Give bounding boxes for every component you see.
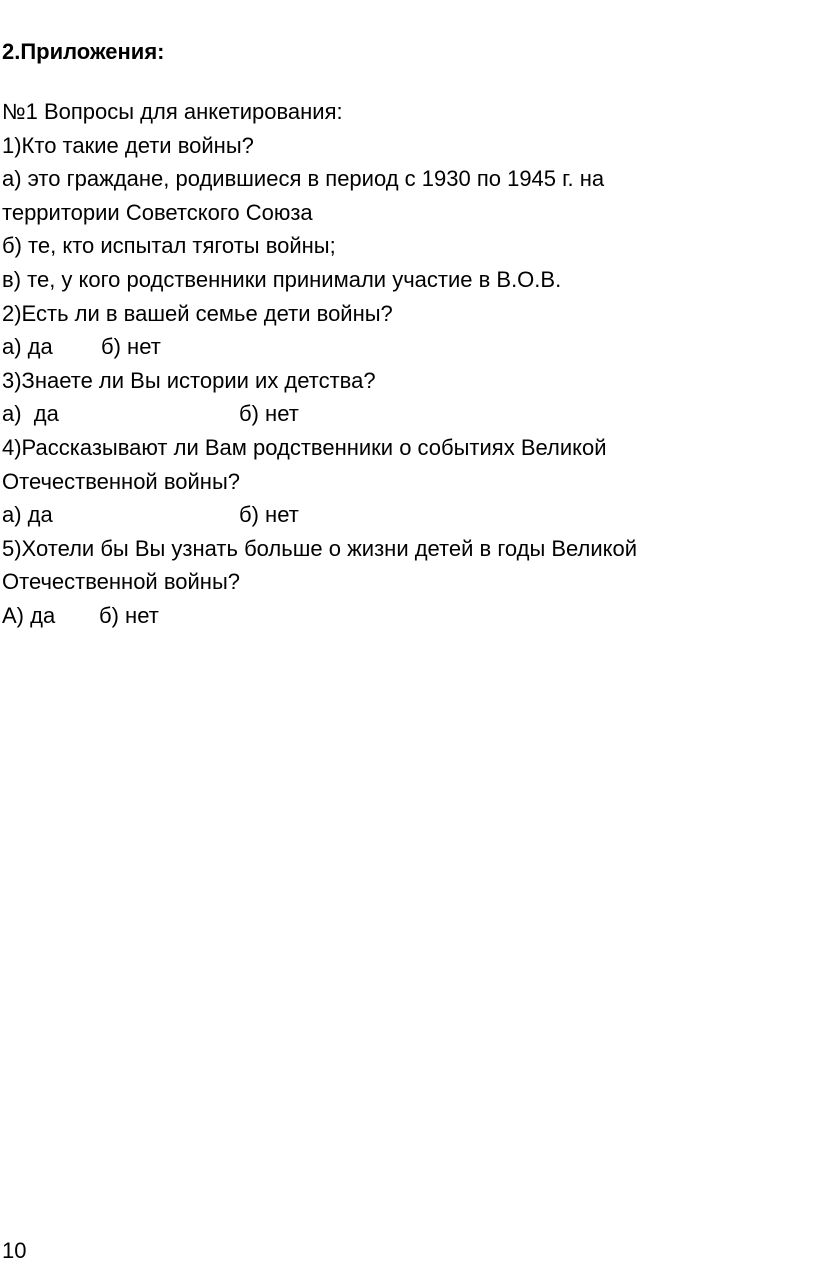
question-2-option-b: б) нет: [101, 334, 161, 360]
question-1-option-b: б) те, кто испытал тяготы войны;: [2, 233, 336, 259]
question-2: 2)Есть ли в вашей семье дети войны?: [2, 300, 393, 326]
question-5-options: [2, 599, 802, 633]
question-4-options: [2, 498, 802, 532]
question-1: 1)Кто такие дети войны?: [2, 132, 254, 158]
question-5-option-b: б) нет: [99, 602, 159, 628]
question-2-option-a: а) да: [2, 334, 53, 360]
question-2-options: [2, 330, 802, 364]
question-3-option-b: б) нет: [239, 401, 299, 427]
section-heading: 2.Приложения:: [2, 39, 165, 64]
question-3-option-a: а) да: [2, 401, 59, 427]
question-5-line1: 5)Хотели бы Вы узнать больше о жизни детей в годы Великой: [2, 535, 638, 561]
question-1-option-a-line2: территории Советского Союза: [2, 199, 313, 225]
question-4-option-a: а) да: [2, 502, 53, 528]
question-1-option-c: в) те, у кого родственники принимали участие в В.О.В.: [2, 266, 562, 292]
question-4-line2: Отечественной войны?: [2, 468, 240, 494]
question-3-options: [2, 397, 802, 431]
questionnaire: [2, 95, 802, 633]
question-5-option-a: А) да: [2, 602, 56, 628]
questionnaire-title: №1 Вопросы для анкетирования:: [2, 99, 343, 124]
page-number: 10: [2, 1238, 27, 1263]
question-4-line1: 4)Рассказывают ли Вам родственники о событиях Великой: [2, 434, 607, 460]
question-1-option-a-line1: а) это граждане, родившиеся в период с 1930 по 1945 г. на: [2, 166, 605, 192]
question-4-option-b: б) нет: [239, 502, 299, 528]
question-3: 3)Знаете ли Вы истории их детства?: [2, 367, 376, 393]
question-5-line2: Отечественной войны?: [2, 569, 240, 595]
